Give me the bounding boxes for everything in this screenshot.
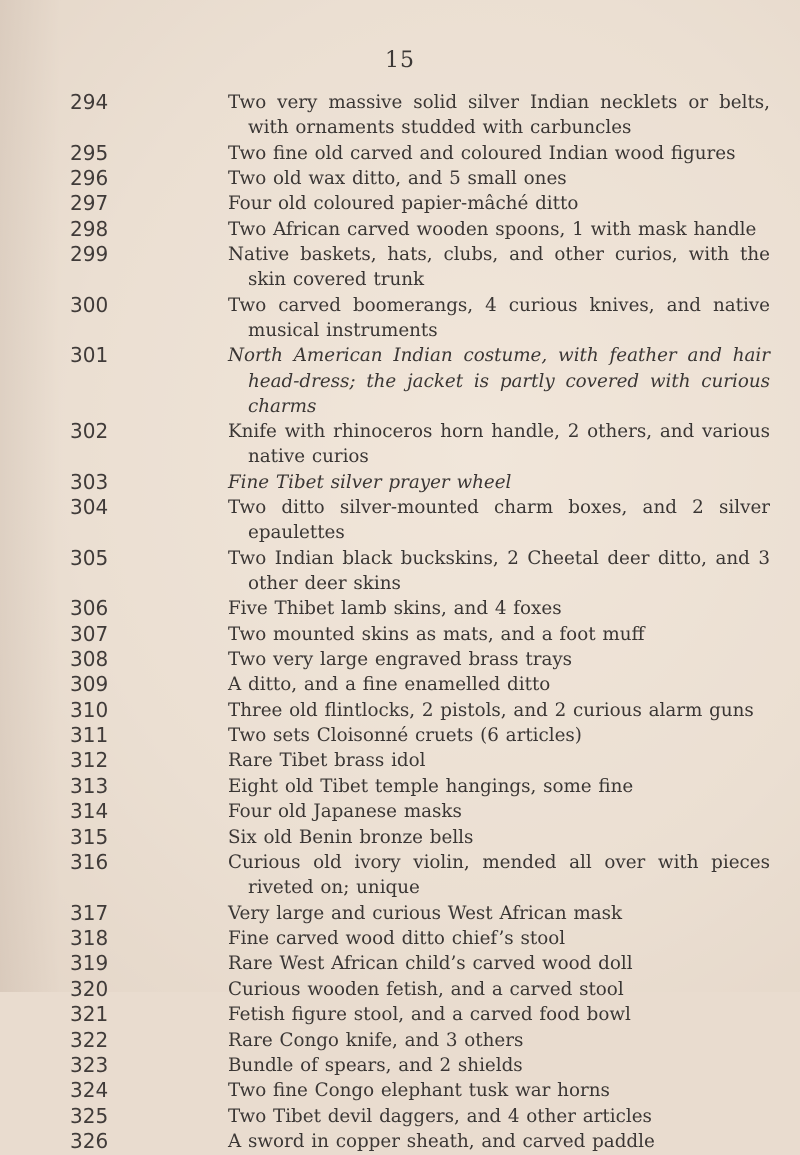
lot-entry xyxy=(0,546,800,597)
lot-entry xyxy=(0,850,800,901)
lot-number: 298 xyxy=(70,216,109,241)
lot-number: 294 xyxy=(70,90,109,114)
lot-entry xyxy=(0,774,800,799)
lot-number: 310 xyxy=(70,697,109,722)
lot-entry xyxy=(0,622,800,647)
lot-description: Bundle of spears, and 2 shields xyxy=(228,1054,523,1076)
lot-description: A sword in copper sheath, and carved paddle xyxy=(228,1131,655,1153)
lot-number: 295 xyxy=(70,140,109,165)
lot-description: Rare Tibet brass idol xyxy=(228,750,426,772)
lot-entry xyxy=(0,672,800,697)
lot-entry xyxy=(0,977,800,1002)
lot-entry xyxy=(0,191,800,216)
lot-description: Two very massive solid silver Indian necklets or belts, with ornaments studded with carbuncles xyxy=(228,92,770,139)
lot-entry xyxy=(0,293,800,344)
lot-entry xyxy=(0,141,800,166)
lot-description: Four old coloured papier-mâché ditto xyxy=(228,193,579,215)
lot-list xyxy=(0,90,800,1155)
lot-description: Very large and curious West African mask xyxy=(228,902,623,924)
lot-description: Two very large engraved brass trays xyxy=(228,648,573,670)
lot-number: 316 xyxy=(70,850,109,875)
lot-number: 322 xyxy=(70,1027,109,1052)
lot-description: North American Indian costume, with feather and hair head-dress; the jacket is partly covered with curious charms xyxy=(228,345,770,417)
lot-description: Native baskets, hats, clubs, and other curios, with the skin covered trunk xyxy=(228,244,770,291)
lot-entry xyxy=(0,242,800,293)
lot-entry xyxy=(0,90,800,141)
lot-number: 299 xyxy=(70,242,109,267)
lot-number: 308 xyxy=(70,646,109,671)
lot-entry xyxy=(0,825,800,850)
lot-entry xyxy=(0,596,800,621)
lot-description: Two Indian black buckskins, 2 Cheetal deer ditto, and 3 other deer skins xyxy=(228,547,770,594)
lot-number: 311 xyxy=(70,723,109,748)
lot-entry xyxy=(0,723,800,748)
lot-number: 312 xyxy=(70,748,109,773)
lot-number: 315 xyxy=(70,824,109,849)
lot-description: Two fine Congo elephant tusk war horns xyxy=(228,1080,610,1102)
lot-entry xyxy=(0,419,800,470)
lot-entry xyxy=(0,1104,800,1129)
lot-entry xyxy=(0,1078,800,1103)
lot-number: 302 xyxy=(70,418,109,443)
lot-description: Two old wax ditto, and 5 small ones xyxy=(228,167,567,189)
lot-entry xyxy=(0,647,800,672)
lot-entry xyxy=(0,1002,800,1027)
lot-number: 300 xyxy=(70,292,109,317)
lot-description: Two carved boomerangs, 4 curious knives, and native musical instruments xyxy=(228,294,770,341)
lot-description: Knife with rhinoceros horn handle, 2 others, and various native curios xyxy=(228,420,770,468)
lot-number: 306 xyxy=(70,596,109,621)
page-number: 15 xyxy=(385,48,415,73)
lot-number: 325 xyxy=(70,1103,109,1128)
lot-number: 297 xyxy=(70,191,109,216)
lot-description: Curious wooden fetish, and a carved stool xyxy=(228,978,624,1000)
lot-description: Five Thibet lamb skins, and 4 foxes xyxy=(228,598,562,620)
lot-number: 301 xyxy=(70,343,109,368)
lot-description: Fine Tibet silver prayer wheel xyxy=(228,471,512,493)
lot-number: 309 xyxy=(70,672,109,697)
lot-description: Curious old ivory violin, mended all over with pieces riveted on; unique xyxy=(228,852,770,899)
lot-description: Two sets Cloisonné cruets (6 articles) xyxy=(228,725,582,747)
lot-description: Three old flintlocks, 2 pistols, and 2 curious alarm guns xyxy=(228,699,754,721)
lot-description: Two ditto silver-mounted charm boxes, and 2 silver epaulettes xyxy=(228,496,770,544)
lot-description: Rare Congo knife, and 3 others xyxy=(228,1029,524,1051)
lot-number: 326 xyxy=(70,1129,109,1154)
lot-description: Eight old Tibet temple hangings, some fine xyxy=(228,775,634,797)
lot-description: Fetish figure stool, and a carved food bowl xyxy=(228,1004,631,1026)
lot-number: 324 xyxy=(70,1078,109,1103)
lot-description: Two African carved wooden spoons, 1 with mask handle xyxy=(228,218,757,240)
lot-entry xyxy=(0,1028,800,1053)
lot-number: 304 xyxy=(70,494,109,519)
lot-number: 303 xyxy=(70,469,109,494)
lot-description: Six old Benin bronze bells xyxy=(228,826,474,848)
lot-entry xyxy=(0,1129,800,1154)
lot-number: 318 xyxy=(70,926,109,950)
lot-description: Four old Japanese masks xyxy=(228,801,462,823)
lot-number: 305 xyxy=(70,545,109,570)
lot-entry xyxy=(0,926,800,951)
lot-entry xyxy=(0,470,800,495)
lot-description: Two Tibet devil daggers, and 4 other articles xyxy=(228,1105,652,1127)
lot-description: Two mounted skins as mats, and a foot muff xyxy=(228,623,645,645)
lot-entry xyxy=(0,799,800,824)
lot-number: 321 xyxy=(70,1002,109,1027)
lot-number: 320 xyxy=(70,976,109,1001)
lot-entry xyxy=(0,217,800,242)
lot-entry xyxy=(0,166,800,191)
lot-number: 317 xyxy=(70,900,109,925)
lot-entry xyxy=(0,495,800,546)
lot-entry xyxy=(0,343,800,419)
lot-description: Two fine old carved and coloured Indian wood figures xyxy=(228,142,736,164)
lot-entry xyxy=(0,951,800,976)
lot-number: 296 xyxy=(70,165,109,190)
lot-number: 323 xyxy=(70,1052,109,1077)
lot-entry xyxy=(0,901,800,926)
lot-number: 314 xyxy=(70,799,109,824)
lot-number: 319 xyxy=(70,951,109,976)
lot-number: 313 xyxy=(70,773,109,798)
lot-description: Rare West African child’s carved wood doll xyxy=(228,953,633,975)
lot-description: Fine carved wood ditto chief’s stool xyxy=(228,928,566,949)
lot-description: A ditto, and a fine enamelled ditto xyxy=(228,674,551,696)
lot-number: 307 xyxy=(70,621,109,646)
lot-entry xyxy=(0,698,800,723)
lot-entry xyxy=(0,748,800,773)
lot-entry xyxy=(0,1053,800,1078)
